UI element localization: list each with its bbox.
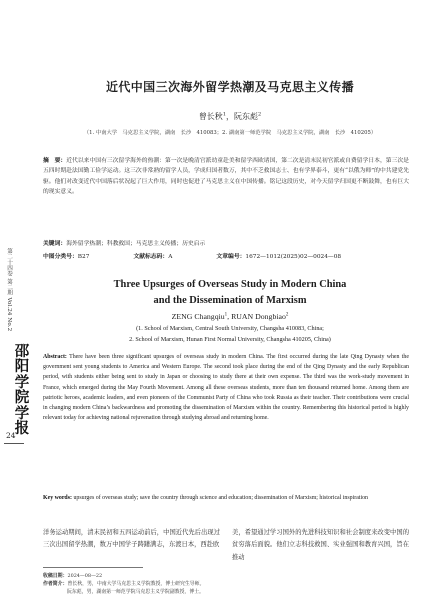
chinese-authors [40,111,420,122]
chinese-abstract-label: 摘 要： [43,158,67,164]
english-title [40,277,420,309]
footnotes [43,572,409,597]
english-keywords-label: Key words: [43,495,72,501]
body-column-right: 美，希望通过学习国外的先进科技知识和社会制度来改变中国的贫穷落后面貌。他们立志科技救国、实业强国和教育兴国，旨在推动 [232,529,409,561]
english-author-separator: , [227,312,232,321]
chinese-affiliations: （1. 中南大学 马克思主义学院，湖南 长沙 410083；2. 湖南第一师范学院 马克思主义学院，湖南 长沙 410205） [83,130,377,136]
page-number-rule [4,443,24,444]
english-affiliation-2: 2. School of Marxism, Hunan First Normal University, Changsha 410205, China) [129,335,331,343]
english-author-2-affil-mark: 2 [285,312,289,318]
english-abstract-label: Abstract: [43,354,67,360]
author-2-affil-mark: 2 [258,111,262,118]
english-affiliation-1: (1. School of Marxism, Central South University, Changsha 410083, China; [136,325,324,332]
english-keywords-text: upsurges of overseas study; save the country through science and education; dissemination of Marxism; historical inspiration [73,495,368,501]
received-date: 收稿日期：2024—08—22 [43,573,103,579]
english-authors [40,312,420,321]
journal-name: 邵阳学院学报 [14,343,30,438]
chinese-abstract [43,156,409,198]
author-2: 阮东彪 [234,112,258,121]
english-keywords [43,493,409,503]
english-abstract-text: There have been three significant upsurges of overseas study in modern China. The first occurred during the late Qing Dynasty when the government sent young students to America and Western Europe. The second took place during the end of the Qing Dynasty and the early Republican period, with students either being sent to study in Japan or choosing to study there at their own expense. The third was the work-study movement in France, which emerged during the May Fourth Movement. Among all these overseas students, more than ten thousand returned home. Among them are patriotic heroes, academic leaders, and even pioneers of the Communist Party of China who took Russia as their teacher. Their contributions were crucial in changing modern China’s backwardness and promoting the dissemination of Marxism within the country. Remembering this historical period is highly relevant today for achieving national rejuvenation through studying abroad and returning home. [43,354,409,422]
clc-number: 中图分类号：B27 [43,254,90,260]
chinese-title: 近代中国三次海外留学热潮及马克思主义传播 [105,80,354,94]
document-code: 文献标志码：A [133,254,173,260]
author-bio-1: 作者简介：曾长秋，男，中南大学马克思主义学院教授，博士研究生导师。 [43,581,205,588]
english-title-line-1: Three Upsurges of Overseas Study in Modern China [113,279,347,290]
chinese-keywords-label: 关键词： [43,241,67,247]
author-1: 曾长秋 [198,112,223,121]
chinese-keywords-text: 海外留学热潮；科教救国；马克思主义传播；历史启示 [66,241,206,247]
footnote-rule [43,567,143,568]
classification-row [43,251,409,260]
english-abstract [43,352,409,423]
author-1-affil-mark: 1 [222,111,226,118]
author-separator: ， [226,112,234,121]
english-title-line-2: and the Dissemination of Marxism [153,295,307,306]
english-author-1: ZENG Changqiu [171,312,225,321]
author-bio-2: 阮东彪，男，湖南第一师范学院马克思主义学院副教授，博士。 [67,589,204,596]
volume-issue-label: 第二十四卷 第二期 Vol.24 No.2 [6,248,12,332]
english-author-1-affil-mark: 1 [224,312,228,318]
english-author-2: RUAN Dongbiao [231,312,286,321]
chinese-abstract-text: 近代以来中国有三次留学海外的热潮：第一次是晚清官派幼童赴美和留学西欧诸国，第二次是清末民初官派或自费留学日本，第三次是五四时期赴法国勤工俭学运动。这三次非常熟的留学人员，学成归国者数万，其中不乏救国志士、也有学界泰斗，更有“以俄为师”的中共建党先驱。他们对改变近代中国落后状况起了巨大作用，同时也促进了马克思主义在中国传播。铭记这段历史，对今天留学归国更不断鼓舞，也有巨大的现实意义。 [43,158,409,196]
journal-margin [0,0,30,599]
chinese-keywords [43,239,409,249]
body-column-left: 洋务运动期间，清末民初和五四运动前后，中国近代先后出现过三次出国留学热潮，数万中国学子踌躇满志，东渡日本，西赴欧 [43,529,220,549]
english-affiliations [40,324,420,345]
article-number: 文章编号：1672—1012(2025)02—0024—08 [216,254,342,260]
page-number: 24 [6,431,16,440]
